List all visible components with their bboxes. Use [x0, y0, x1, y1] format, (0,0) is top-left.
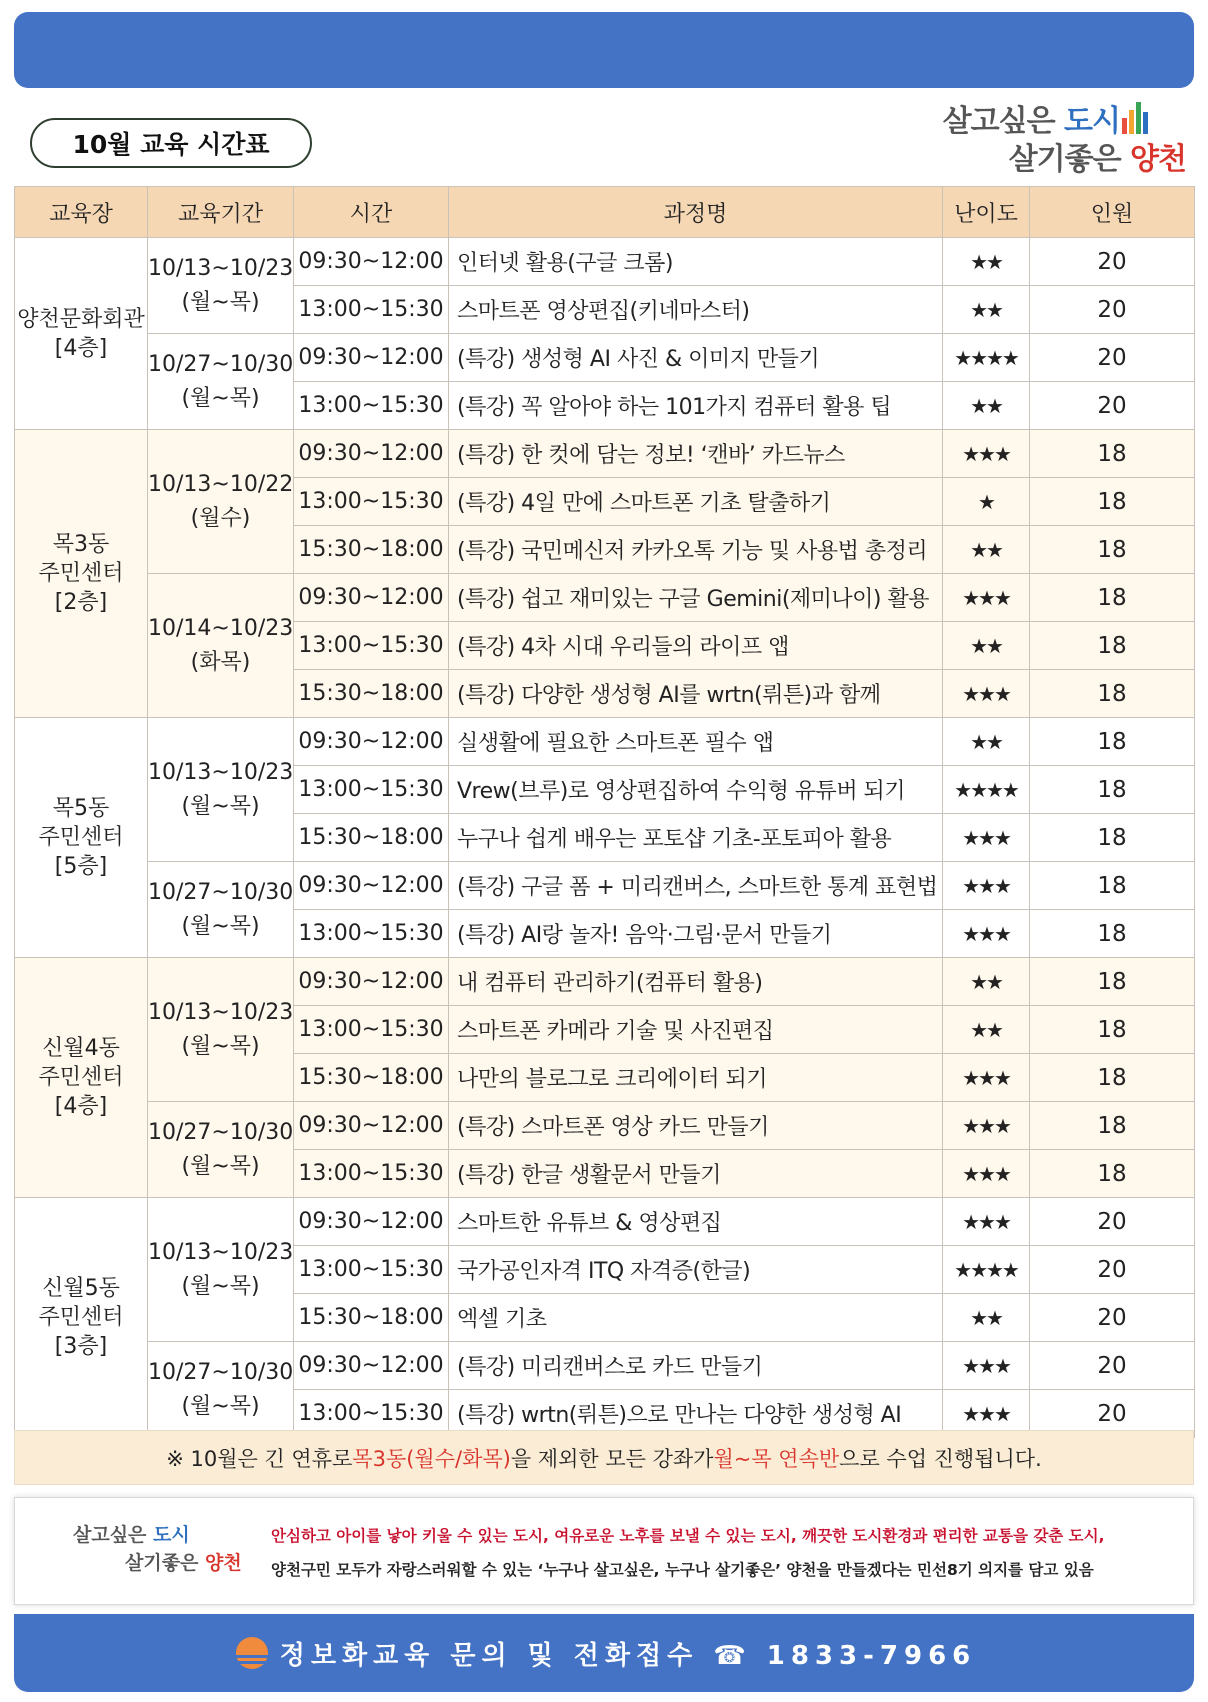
- time-cell: 13:00~15:30: [294, 478, 449, 526]
- capacity-cell: 20: [1030, 334, 1195, 382]
- course-cell: (특강) 꼭 알아야 하는 101가지 컴퓨터 활용 팁: [449, 382, 943, 430]
- venue-cell: 신월4동 주민센터 [4층]: [15, 958, 148, 1198]
- capacity-cell: 20: [1030, 382, 1195, 430]
- time-cell: 13:00~15:30: [294, 622, 449, 670]
- course-cell: (특강) 미리캔버스로 카드 만들기: [449, 1342, 943, 1390]
- table-row: [15, 430, 1195, 478]
- time-cell: 09:30~12:00: [294, 1342, 449, 1390]
- course-cell: 나만의 블로그로 크리에이터 되기: [449, 1054, 943, 1102]
- course-cell: (특강) AI랑 놀자! 음악·그림·문서 만들기: [449, 910, 943, 958]
- course-cell: (특강) 생성형 AI 사진 & 이미지 만들기: [449, 334, 943, 382]
- level-cell: ★★★: [943, 574, 1030, 622]
- capacity-cell: 18: [1030, 1006, 1195, 1054]
- level-cell: ★★★: [943, 1390, 1030, 1438]
- capacity-cell: 20: [1030, 1246, 1195, 1294]
- level-cell: ★★★: [943, 1150, 1030, 1198]
- level-cell: ★★★★: [943, 334, 1030, 382]
- table-row: [15, 1198, 1195, 1246]
- level-cell: ★★: [943, 238, 1030, 286]
- page-title: 10월 교육 시간표: [30, 118, 312, 168]
- venue-cell: 목3동 주민센터 [2층]: [15, 430, 148, 718]
- table-row: [15, 958, 1195, 1006]
- capacity-cell: 18: [1030, 958, 1195, 1006]
- time-cell: 13:00~15:30: [294, 286, 449, 334]
- time-cell: 13:00~15:30: [294, 910, 449, 958]
- level-cell: ★★: [943, 286, 1030, 334]
- period-cell: 10/14~10/23 (화목): [148, 574, 294, 718]
- capacity-cell: 18: [1030, 430, 1195, 478]
- period-cell: 10/13~10/22 (월수): [148, 430, 294, 574]
- column-header: 인원: [1030, 187, 1195, 238]
- logo-line-1: 살고싶은 도시: [942, 104, 1120, 139]
- capacity-cell: 18: [1030, 622, 1195, 670]
- capacity-cell: 20: [1030, 1342, 1195, 1390]
- capacity-cell: 18: [1030, 910, 1195, 958]
- course-cell: (특강) 국민메신저 카카오톡 기능 및 사용법 총정리: [449, 526, 943, 574]
- schedule-note: ※ 10월은 긴 연휴로 목3동(월수/화목) 을 제외한 모든 강좌가 월~목 연속반 으로 수업 진행됩니다.: [14, 1430, 1194, 1485]
- course-cell: (특강) 다양한 생성형 AI를 wrtn(뤼튼)과 함께: [449, 670, 943, 718]
- capacity-cell: 18: [1030, 718, 1195, 766]
- course-cell: 국가공인자격 ITQ 자격증(한글): [449, 1246, 943, 1294]
- contact-bar: [14, 1614, 1194, 1692]
- venue-cell: 목5동 주민센터 [5층]: [15, 718, 148, 958]
- time-cell: 09:30~12:00: [294, 862, 449, 910]
- period-cell: 10/13~10/23 (월~목): [148, 1198, 294, 1342]
- column-header: 교육장: [15, 187, 148, 238]
- table-row: [15, 574, 1195, 622]
- course-cell: 스마트한 유튜브 & 영상편집: [449, 1198, 943, 1246]
- capacity-cell: 20: [1030, 1294, 1195, 1342]
- capacity-cell: 20: [1030, 1390, 1195, 1438]
- level-cell: ★★★: [943, 1198, 1030, 1246]
- time-cell: 13:00~15:30: [294, 1006, 449, 1054]
- capacity-cell: 18: [1030, 814, 1195, 862]
- capacity-cell: 20: [1030, 238, 1195, 286]
- table-row: [15, 862, 1195, 910]
- table-row: [15, 1102, 1195, 1150]
- capacity-cell: 18: [1030, 526, 1195, 574]
- time-cell: 09:30~12:00: [294, 958, 449, 1006]
- level-cell: ★★★: [943, 670, 1030, 718]
- period-cell: 10/27~10/30 (월~목): [148, 1102, 294, 1198]
- capacity-cell: 18: [1030, 1150, 1195, 1198]
- table-row: [15, 238, 1195, 286]
- course-cell: 엑셀 기초: [449, 1294, 943, 1342]
- course-cell: 스마트폰 카메라 기술 및 사진편집: [449, 1006, 943, 1054]
- table-row: [15, 718, 1195, 766]
- level-cell: ★★★★: [943, 1246, 1030, 1294]
- course-cell: (특강) 한글 생활문서 만들기: [449, 1150, 943, 1198]
- level-cell: ★★★: [943, 1102, 1030, 1150]
- level-cell: ★★★: [943, 1342, 1030, 1390]
- level-cell: ★★★: [943, 862, 1030, 910]
- period-cell: 10/13~10/23 (월~목): [148, 718, 294, 862]
- venue-cell: 양천문화회관 [4층]: [15, 238, 148, 430]
- course-cell: (특강) 4차 시대 우리들의 라이프 앱: [449, 622, 943, 670]
- capacity-cell: 20: [1030, 286, 1195, 334]
- course-cell: (특강) 4일 만에 스마트폰 기초 탈출하기: [449, 478, 943, 526]
- level-cell: ★★★: [943, 1054, 1030, 1102]
- venue-cell: 신월5동 주민센터 [3층]: [15, 1198, 148, 1438]
- course-cell: 스마트폰 영상편집(키네마스터): [449, 286, 943, 334]
- course-cell: (특강) 쉽고 재미있는 구글 Gemini(제미나이) 활용: [449, 574, 943, 622]
- level-cell: ★★★★: [943, 766, 1030, 814]
- time-cell: 13:00~15:30: [294, 766, 449, 814]
- level-cell: ★★: [943, 622, 1030, 670]
- contact-text: 정보화교육 문의 및 전화접수 ☎ 1833-7966: [279, 1640, 977, 1671]
- building-icon: [1120, 98, 1150, 134]
- level-cell: ★★: [943, 1294, 1030, 1342]
- time-cell: 13:00~15:30: [294, 1150, 449, 1198]
- table-row: [15, 334, 1195, 382]
- time-cell: 09:30~12:00: [294, 1102, 449, 1150]
- course-cell: 누구나 쉽게 배우는 포토샵 기초-포토피아 활용: [449, 814, 943, 862]
- period-cell: 10/27~10/30 (월~목): [148, 862, 294, 958]
- level-cell: ★★: [943, 382, 1030, 430]
- level-cell: ★★: [943, 958, 1030, 1006]
- column-header: 과정명: [449, 187, 943, 238]
- time-cell: 15:30~18:00: [294, 1054, 449, 1102]
- capacity-cell: 18: [1030, 1054, 1195, 1102]
- course-cell: 인터넷 활용(구글 크롬): [449, 238, 943, 286]
- course-cell: (특강) 한 컷에 담는 정보! ‘캔바’ 카드뉴스: [449, 430, 943, 478]
- time-cell: 09:30~12:00: [294, 1198, 449, 1246]
- footer-slogan-line-2: 양천구민 모두가 자랑스러워할 수 있는 ‘누구나 살고싶은, 누구나 살기좋은’ 양천을 만들겠다는 민선8기 의지를 담고 있음: [271, 1561, 1094, 1579]
- period-cell: 10/27~10/30 (월~목): [148, 1342, 294, 1438]
- time-cell: 09:30~12:00: [294, 574, 449, 622]
- time-cell: 15:30~18:00: [294, 526, 449, 574]
- course-cell: (특강) 스마트폰 영상 카드 만들기: [449, 1102, 943, 1150]
- time-cell: 15:30~18:00: [294, 814, 449, 862]
- column-header: 난이도: [943, 187, 1030, 238]
- level-cell: ★★★: [943, 814, 1030, 862]
- level-cell: ★★★: [943, 430, 1030, 478]
- course-cell: 내 컴퓨터 관리하기(컴퓨터 활용): [449, 958, 943, 1006]
- course-cell: (특강) wrtn(뤼튼)으로 만나는 다양한 생성형 AI: [449, 1390, 943, 1438]
- level-cell: ★★: [943, 1006, 1030, 1054]
- time-cell: 15:30~18:00: [294, 1294, 449, 1342]
- capacity-cell: 18: [1030, 478, 1195, 526]
- column-header: 시간: [294, 187, 449, 238]
- level-cell: ★★★: [943, 910, 1030, 958]
- top-banner: [14, 12, 1194, 88]
- city-logo: [906, 96, 1186, 176]
- capacity-cell: 18: [1030, 766, 1195, 814]
- time-cell: 13:00~15:30: [294, 1390, 449, 1438]
- table-row: [15, 1342, 1195, 1390]
- sun-logo-icon: [232, 1633, 272, 1673]
- time-cell: 15:30~18:00: [294, 670, 449, 718]
- course-cell: Vrew(브루)로 영상편집하여 수익형 유튜버 되기: [449, 766, 943, 814]
- time-cell: 13:00~15:30: [294, 382, 449, 430]
- capacity-cell: 18: [1030, 862, 1195, 910]
- schedule-table: [14, 186, 1195, 1438]
- capacity-cell: 20: [1030, 1198, 1195, 1246]
- column-header: 교육기간: [148, 187, 294, 238]
- table-header-row: [15, 187, 1195, 238]
- logo-line-2: 살기좋은 양천: [1008, 142, 1186, 177]
- time-cell: 09:30~12:00: [294, 334, 449, 382]
- course-cell: 실생활에 필요한 스마트폰 필수 앱: [449, 718, 943, 766]
- level-cell: ★★: [943, 526, 1030, 574]
- time-cell: 09:30~12:00: [294, 238, 449, 286]
- time-cell: 09:30~12:00: [294, 718, 449, 766]
- period-cell: 10/27~10/30 (월~목): [148, 334, 294, 430]
- footer-slogan-line-1: 안심하고 아이를 낳아 키울 수 있는 도시, 여유로운 노후를 보낼 수 있는 도시, 깨끗한 도시환경과 편리한 교통을 갖춘 도시,: [271, 1527, 1105, 1545]
- course-cell: (특강) 구글 폼 + 미리캔버스, 스마트한 통계 표현법: [449, 862, 943, 910]
- time-cell: 09:30~12:00: [294, 430, 449, 478]
- footer-slogan-box: [14, 1497, 1194, 1605]
- capacity-cell: 18: [1030, 670, 1195, 718]
- capacity-cell: 18: [1030, 1102, 1195, 1150]
- capacity-cell: 18: [1030, 574, 1195, 622]
- level-cell: ★: [943, 478, 1030, 526]
- time-cell: 13:00~15:30: [294, 1246, 449, 1294]
- period-cell: 10/13~10/23 (월~목): [148, 958, 294, 1102]
- footer-city-logo: 살고싶은 도시 살기좋은 양천: [73, 1524, 242, 1574]
- period-cell: 10/13~10/23 (월~목): [148, 238, 294, 334]
- level-cell: ★★: [943, 718, 1030, 766]
